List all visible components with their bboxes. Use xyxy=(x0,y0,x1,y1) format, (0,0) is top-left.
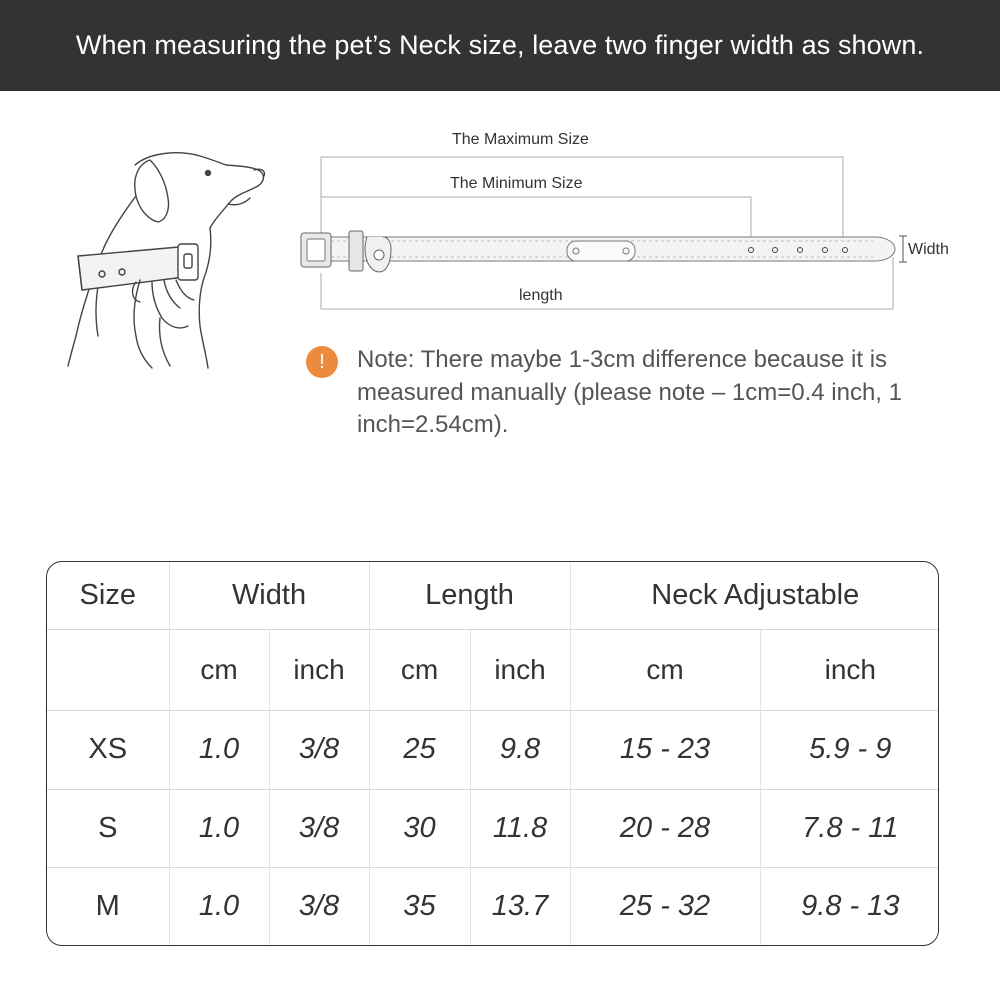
table-cell: 25 - 32 xyxy=(570,868,760,945)
unit-cell: cm xyxy=(169,630,269,711)
table-cell: 7.8 - 11 xyxy=(760,789,939,868)
table-row xyxy=(47,868,939,945)
header-length: Length xyxy=(369,562,570,630)
note-text: Note: There maybe 1-3cm difference because it is measured manually (please note – 1cm=0.4 inch, 1 inch=2.54cm). xyxy=(357,346,902,438)
unit-cell: cm xyxy=(570,630,760,711)
table-cell: 1.0 xyxy=(169,711,269,790)
table-cell: 3/8 xyxy=(269,789,369,868)
size-cell: XS xyxy=(47,711,169,790)
unit-cell-empty xyxy=(47,630,169,711)
table-cell: 5.9 - 9 xyxy=(760,711,939,790)
table-cell: 25 xyxy=(369,711,470,790)
table-row xyxy=(47,711,939,790)
table-cell: 15 - 23 xyxy=(570,711,760,790)
table-cell: 3/8 xyxy=(269,868,369,945)
table-cell: 9.8 xyxy=(470,711,570,790)
table-cell: 30 xyxy=(369,789,470,868)
banner-text: When measuring the pet’s Neck size, leave two finger width as shown. xyxy=(75,30,925,60)
unit-cell: inch xyxy=(760,630,939,711)
table-cell: 13.7 xyxy=(470,868,570,945)
size-cell: M xyxy=(47,868,169,945)
table-cell: 11.8 xyxy=(470,789,570,868)
min-size-label: The Minimum Size xyxy=(450,175,583,192)
table-cell: 35 xyxy=(369,868,470,945)
length-label: length xyxy=(519,287,563,304)
size-cell: S xyxy=(47,789,169,868)
table-cell: 20 - 28 xyxy=(570,789,760,868)
table-header-row xyxy=(47,562,939,630)
dog-illustration xyxy=(40,140,280,380)
table-cell: 9.8 - 13 xyxy=(760,868,939,945)
table-unit-row xyxy=(47,630,939,711)
instruction-banner xyxy=(0,0,1000,91)
max-size-label: The Maximum Size xyxy=(452,131,589,148)
collar-diagram xyxy=(295,125,975,325)
header-width: Width xyxy=(169,562,369,630)
table-cell: 1.0 xyxy=(169,868,269,945)
table-cell: 3/8 xyxy=(269,711,369,790)
exclamation-icon: ! xyxy=(306,346,338,378)
table-cell: 1.0 xyxy=(169,789,269,868)
header-neck-adjustable: Neck Adjustable xyxy=(570,562,939,630)
size-chart-table xyxy=(46,561,939,946)
width-label: Width xyxy=(908,241,949,258)
unit-cell: cm xyxy=(369,630,470,711)
header-size: Size xyxy=(79,579,136,611)
unit-cell: inch xyxy=(470,630,570,711)
unit-cell: inch xyxy=(269,630,369,711)
table-row xyxy=(47,789,939,868)
